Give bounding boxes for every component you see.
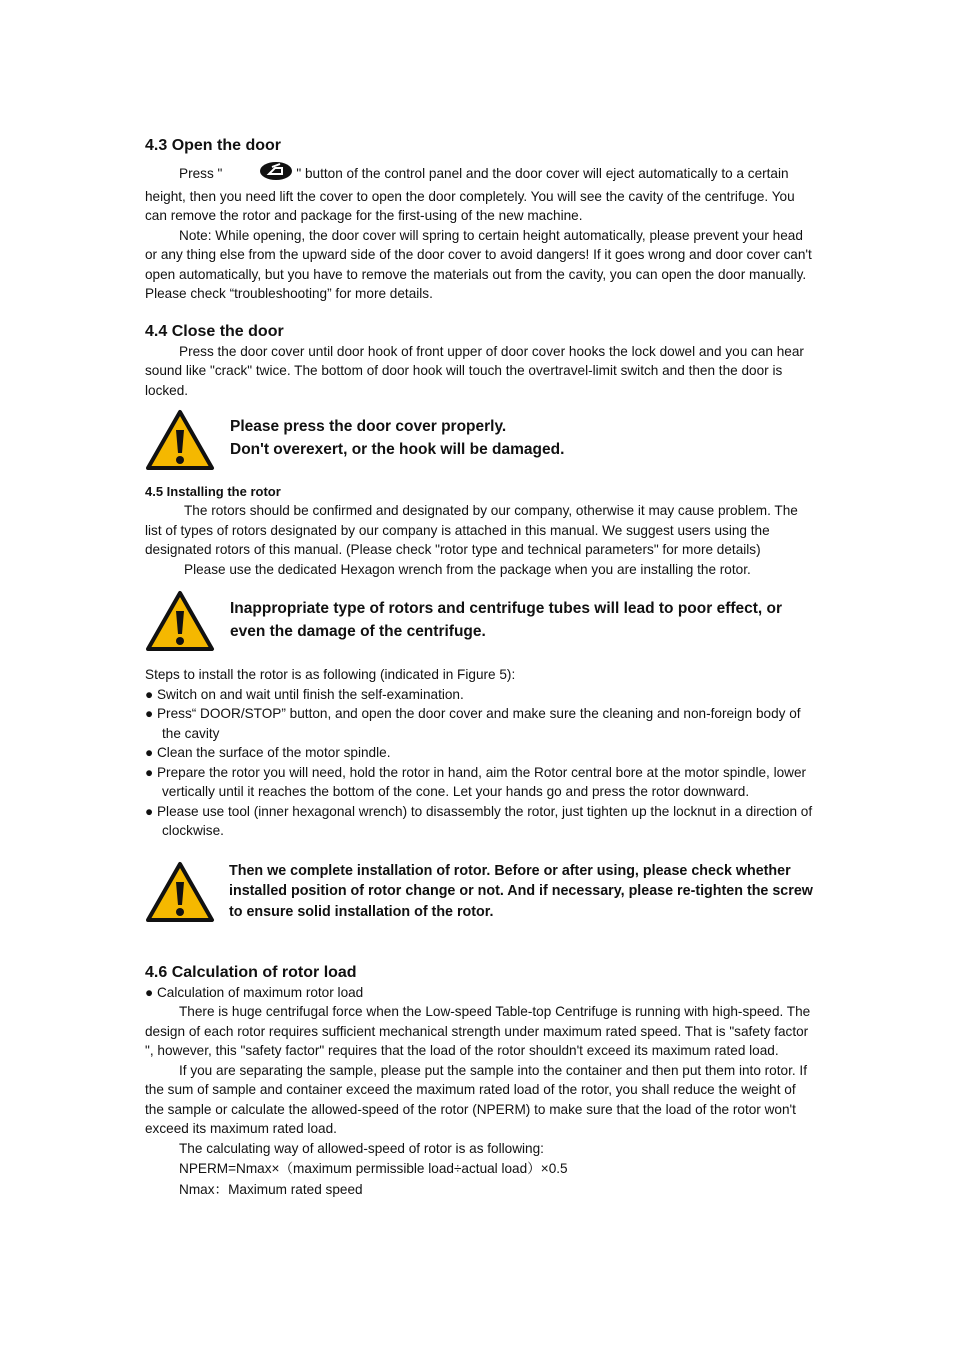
section-heading-4-5: 4.5 Installing the rotor: [145, 484, 281, 499]
warning-line-1: Please press the door cover properly.: [230, 418, 507, 435]
warning-text-installation: Then we complete installation of rotor. Before or after using, please check whether installed position of rotor change or not. And if necessary, please re-tighten the screw to ensure solid installation of the rotor.: [229, 862, 813, 920]
press-prefix: Press ": [179, 166, 223, 181]
open-door-note: Note: While opening, the door cover will spring to certain height automatically, please prevent your head or any thing else from the upward side of the door cover to avoid dangers! If it goes wrong and door cover can't open automatically, but you have to remove the materials out from the cavity, you can open the door manually. Please check “troubleshooting” for more details.: [145, 227, 812, 301]
rotor-paragraph-2: Please use the dedicated Hexagon wrench from the package when you are installing the rotor.: [184, 561, 751, 577]
list-item: ● Clean the surface of the motor spindle.: [145, 745, 391, 760]
door-open-button-icon: [224, 161, 294, 187]
section-heading-4-6: 4.6 Calculation of rotor load: [145, 963, 357, 981]
press-suffix: " button of the control panel and the door cover will eject automatically to a certain height, then you need lift the cover to open the door completely. You will see the cavity of the centrifuge. You can remove the rotor and package for the first-using of the new machine.: [145, 166, 795, 223]
list-item: ● Please use tool (inner hexagonal wrench) to disassembly the rotor, just tighten up the locknut in a direction of clockwise.: [145, 803, 813, 838]
list-item: ● Switch on and wait until finish the self-examination.: [145, 686, 464, 702]
rotor-paragraph-1: The rotors should be confirmed and designated by our company, otherwise it may cause problem. The list of types of rotors designated by our company is attached in this manual. We suggest users using the designated rotors of this manual. (Please check "rotor type and technical parameters" for more details): [145, 503, 798, 557]
open-door-paragraph: [145, 161, 817, 226]
steps-list: [145, 685, 817, 841]
close-door-paragraph: Press the door cover until door hook of front upper of door cover hooks the lock dowel and you can hear sound like "crack" twice. The bottom of door hook will touch the overtravel-limit switch and then the door is locked.: [145, 343, 804, 398]
warning-box-rotor-type: [145, 590, 817, 652]
section-heading-4-3: 4.3 Open the door: [145, 137, 282, 154]
nmax-definition: Nmax：Maximum rated speed: [179, 1182, 363, 1197]
rotor-load-paragraph-2: If you are separating the sample, please put the sample into the container and then put them into rotor. If the sum of sample and container exceed the maximum rated load of the rotor, you shall reduce the weight of the sample or calculate the allowed-speed of the rotor (NPERM) to make sure that the load of the rotor won't exceed its maximum rated load.: [145, 1062, 807, 1136]
list-item: ● Prepare the rotor you will need, hold the rotor in hand, aim the Rotor central bore at the motor spindle, lower vertically until it reaches the bottom of the cone. Let your hands go and press the rotor downward.: [145, 764, 807, 799]
rotor-load-paragraph-1: There is huge centrifugal force when the Low-speed Table-top Centrifuge is running with high-speed. The design of each rotor requires sufficient mechanical strength under maximum rated speed. That is "safety factor ", however, this "safety factor" requires that the load of the rotor shouldn't exceed its maximum rated load.: [145, 1004, 811, 1058]
warning-triangle-icon: [145, 590, 215, 652]
warning-triangle-icon: [145, 861, 215, 923]
warning-box-installation: [145, 861, 817, 923]
list-item: ● Calculation of maximum rotor load: [145, 984, 364, 1000]
warning-text-rotor-type: Inappropriate type of rotors and centrifuge tubes will lead to poor effect, or even the damage of the centrifuge.: [230, 600, 783, 640]
manual-page: [145, 136, 817, 1200]
warning-text-door: [230, 409, 564, 461]
steps-intro: Steps to install the rotor is as following (indicated in Figure 5):: [145, 667, 516, 682]
section-heading-4-4: 4.4 Close the door: [145, 322, 284, 340]
list-item: ● Press“ DOOR/STOP” button, and open the door cover and make sure the cleaning and non-foreign body of the cavity: [145, 706, 801, 741]
nperm-formula: NPERM=Nmax×（maximum permissible load÷actual load）×0.5: [179, 1161, 568, 1176]
calc-intro: The calculating way of allowed-speed of rotor is as following:: [179, 1140, 544, 1156]
warning-box-door: [145, 409, 817, 471]
warning-line-2: Don't overexert, or the hook will be damaged.: [230, 441, 565, 458]
warning-triangle-icon: [145, 409, 215, 471]
